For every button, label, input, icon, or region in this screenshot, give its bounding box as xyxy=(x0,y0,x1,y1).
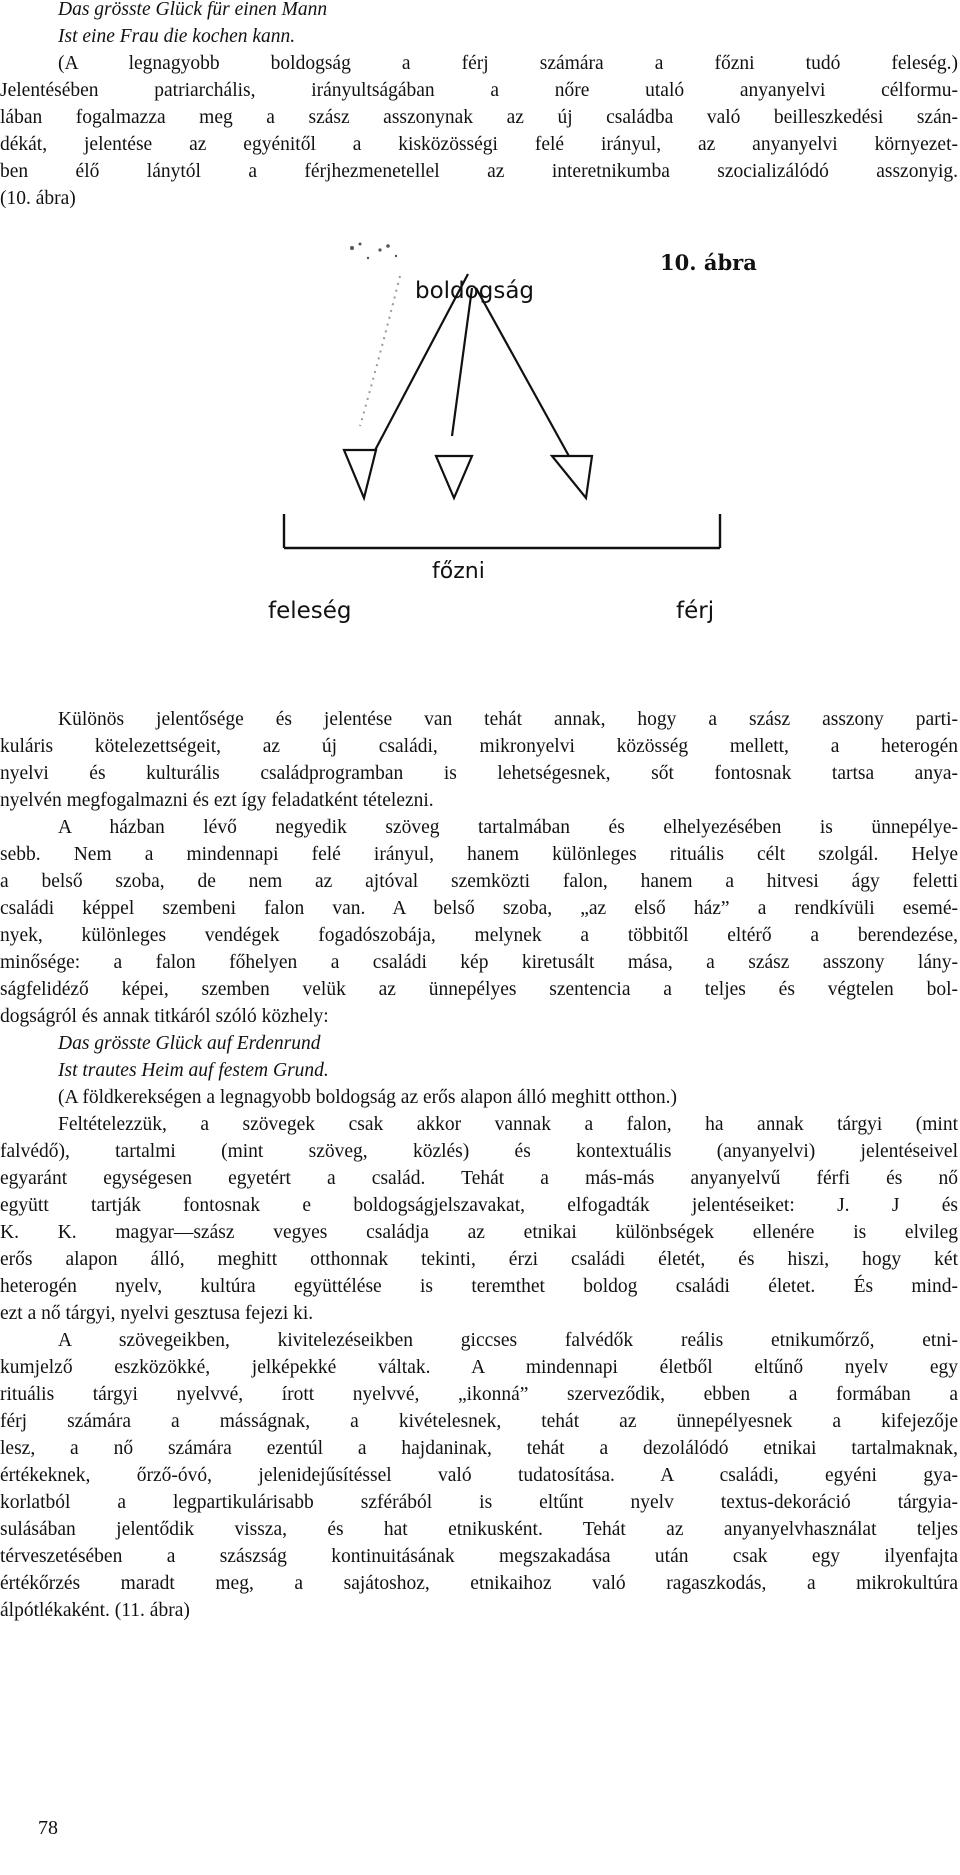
para3-line: nyek, különleges vendégek fogadószobája, melynek a többitől eltérő a berendezése, xyxy=(0,925,958,946)
para3-line: dogságról és annak titkáról szóló közhely: xyxy=(0,1006,329,1027)
faint-stroke xyxy=(360,276,400,426)
para5-line: értékeknek, őrző-óvó, jelenidejűsítéssel való tudatosítása. A családi, egyéni gya- xyxy=(0,1465,958,1486)
para5-line: térveszetésében a szászság kontinuitásának megszakadása után csak egy ilyenfajta xyxy=(0,1546,958,1567)
para1-line: Jelentésében patriarchális, irányultságában a nőre utaló anyanyelvi célformu- xyxy=(0,80,958,101)
figure-caption: 10. ábra xyxy=(660,250,757,275)
para3-line: sebb. Nem a mindennapi felé irányul, hanem különleges rituális célt szolgál. Helye xyxy=(0,844,958,865)
para5-line: rituális tárgyi nyelvvé, írott nyelvvé, „ikonná” szerveződik, ebben a formában a xyxy=(0,1384,958,1405)
para3-line: A házban lévő negyedik szöveg tartalmában és elhelyezésében is ünnepélye- xyxy=(58,817,958,838)
para1-line: lában fogalmazza meg a szász asszonynak az új családba való beilleszkedési szán- xyxy=(0,107,958,128)
triangle-diagram xyxy=(240,236,760,692)
para4-line: egyaránt egységesen egyetért a család. Tehát a más-más anyanyelvű férfi és nő xyxy=(0,1168,958,1189)
para2-line: Különös jelentősége és jelentése van tehát annak, hogy a szász asszony parti- xyxy=(58,709,958,730)
para1-line: dékát, jelentése az egyénitől a kisközösségi felé irányul, az anyanyelvi környezet- xyxy=(0,134,958,155)
para5-line: lesz, a nő számára ezentúl a hajdaninak, tehát a dezolálódó etnikai tartalmaknak, xyxy=(0,1438,958,1459)
label-ferj: férj xyxy=(676,598,715,624)
para4-line: K. K. magyar—szász vegyes családja az etnikai különbségek ellenére is elvileg xyxy=(0,1222,958,1243)
para3-line: minősége: a falon főhelyen a családi kép kiretusált mása, a szász asszony lány- xyxy=(0,952,958,973)
para3-line: ságfelidéző képei, szemben velük az ünnepélyes szentencia a teljes és végtelen bol- xyxy=(0,979,958,1000)
poem1-line2: Ist eine Frau die kochen kann. xyxy=(58,26,296,47)
poem2-line2: Ist trautes Heim auf festem Grund. xyxy=(58,1060,329,1081)
para4-line: Feltételezzük, a szövegek csak akkor vannak a falon, ha annak tárgyi (mint xyxy=(58,1114,958,1135)
para2-line: kuláris kötelezettségeit, az új családi, mikronyelvi közösség mellett, a heterogén xyxy=(0,736,958,757)
para2-line: nyelvi és kulturális családprogramban is lehetségesnek, sőt fontosnak tartsa anya- xyxy=(0,763,958,784)
para1-line: ben élő lánytól a férjhezmenetellel az interetnikumba szocializálódó asszonyig. xyxy=(0,161,958,182)
label-feleseg: feleség xyxy=(268,598,352,624)
para5-line: férj számára a másságnak, a kivételesnek, tehát az ünnepélyesnek a kifejezője xyxy=(0,1411,958,1432)
para5-line: kumjelző eszközökké, jelképekké váltak. A mindennapi életből eltűnő nyelv egy xyxy=(0,1357,958,1378)
para4-line: együtt tartják fontosnak e boldogságjelszavakat, elfogadták jelentéseiket: J. J és xyxy=(0,1195,958,1216)
scan-speckles xyxy=(350,243,397,260)
para5-line: álpótlékaként. (11. ábra) xyxy=(0,1600,190,1621)
para4-line: falvédő), tartalmi (mint szöveg, közlés) és kontextuális (anyanyelvi) jelentéseivel xyxy=(0,1141,958,1162)
para4-line: erős alapon álló, meghitt otthonnak tekinti, érzi családi életét, és hiszi, hogy két xyxy=(0,1249,958,1270)
para3-line: a belső szoba, de nem az ajtóval szemközti falon, hanem a hitvesi ágy feletti xyxy=(0,871,958,892)
para5-line: értékőrzés maradt meg, a sajátoshoz, etnikaihoz való ragaszkodás, a mikrokultúra xyxy=(0,1573,958,1594)
para4-line: ezt a nő tárgyi, nyelvi gesztusa fejezi ki. xyxy=(0,1303,314,1324)
para3-line: családi képpel szembeni falon van. A belső szoba, „az első ház” a rendkívüli esemé- xyxy=(0,898,958,919)
para5-line: korlatból a legpartikulárisabb szférából is eltűnt nyelv textus-dekoráció tárgyia- xyxy=(0,1492,958,1513)
para4-line: heterogén nyelv, kultúra együttélése is teremthet boldog családi életet. És mind- xyxy=(0,1276,958,1297)
label-fozni: főzni xyxy=(432,559,485,584)
para2-line: nyelvén megfogalmazni és ezt így feladatként tételezni. xyxy=(0,790,434,811)
poem2-line1: Das grösste Glück auf Erdenrund xyxy=(58,1033,321,1054)
label-boldogsag: boldogság xyxy=(415,278,535,304)
figure-10 xyxy=(240,236,760,692)
page-number: 78 xyxy=(38,1817,58,1839)
arrowheads xyxy=(344,450,592,498)
para5-line: A szövegeikben, kivitelezéseikben giccses falvédők reális etnikumőrző, etni- xyxy=(58,1330,958,1351)
para5-line: sulásában jelentődik vissza, és hat etnikusként. Tehát az anyanyelvhasználat teljes xyxy=(0,1519,958,1540)
bottom-bracket xyxy=(284,514,720,548)
poem2-translation: (A földkerekségen a legnagyobb boldogság az erős alapon álló meghitt otthon.) xyxy=(58,1087,677,1108)
para1-line: (10. ábra) xyxy=(0,188,76,209)
poem1-translation: (A legnagyobb boldogság a férj számára a főzni tudó feleség.) xyxy=(58,53,958,74)
poem1-line1: Das grösste Glück für einen Mann xyxy=(58,0,328,20)
